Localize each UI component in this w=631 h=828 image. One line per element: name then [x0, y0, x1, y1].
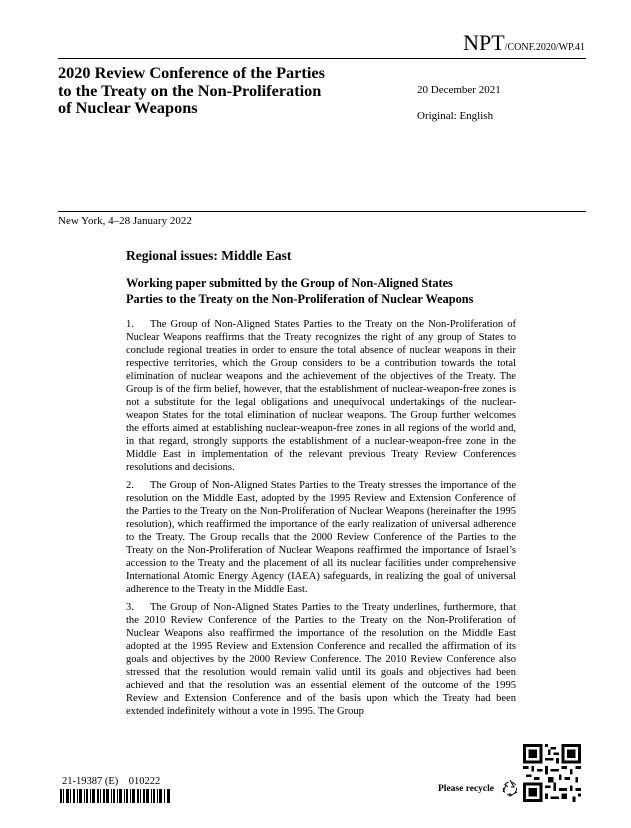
paragraph-text: The Group of Non-Aligned States Parties to the Treaty stresses the importance of the resolution on the Middle East, adopted by the 1995 Review and Extension Conference of the Parties to the Treaty on the Non-Proliferation of Nuclear Weapons (hereinafter the 1995 resolution), which reaffirmed the importance of the early realization of universal adherence to the Treaty. The Group recalls that the 2000 Review Conference of the Parties to the Treaty on the Non-Proliferation of Nuclear Weapons reaffirmed the importance of Israel’s accession to the Treaty and the placement of all its nuclear facilities under comprehensive International Atomic Energy Agency (IAEA) safeguards, in realizing the goal of universal adherence to the Treaty in the Middle East. — [126, 480, 516, 595]
document-date: 20 December 2021 — [417, 84, 501, 96]
paragraph-number: 2. — [126, 480, 134, 491]
paragraph-number: 3. — [126, 602, 134, 613]
body-paragraphs — [126, 318, 516, 723]
document-symbol — [380, 30, 585, 56]
paragraph-text: The Group of Non-Aligned States Parties to the Treaty underlines, furthermore, that the 2010 Review Conference of the Parties to the Treaty on the Non-Proliferation of Nuclear Weapons also reaffirmed the importance of the resolution on the Middle East adopted at the 1995 Review and Extension Conference and recalled the affirmation of its goals and objectives by the 2000 Review Conference. The 2010 Review Conference also stressed that the resolution would remain valid until its goals and objectives had been achieved and that the resolution was an essential element of the outcome of the 1995 Review and Extension Conference and of the basis upon which the Treaty had been extended indefinitely without a vote in 1995. The Group — [126, 602, 516, 717]
agenda-item-heading: Regional issues: Middle East — [126, 248, 292, 263]
subtitle-line: Working paper submitted by the Group of Non-Aligned States — [126, 276, 453, 290]
header-divider — [58, 58, 586, 59]
document-job-number: 21-19387 (E) 010222 — [62, 776, 161, 787]
subtitle-line: Parties to the Treaty on the Non-Proliferation of Nuclear Weapons — [126, 291, 474, 306]
venue-dates: New York, 4–28 January 2022 — [58, 215, 192, 227]
paragraph — [126, 601, 516, 718]
working-paper-subtitle — [126, 276, 546, 307]
paragraph-number: 1. — [126, 319, 134, 330]
original-language: Original: English — [417, 110, 494, 122]
paragraph — [126, 479, 516, 596]
barcode-icon — [60, 789, 170, 803]
symbol-suffix: /CONF.2020/WP.41 — [504, 42, 585, 53]
paragraph — [126, 318, 516, 474]
conference-title-line: of Nuclear Weapons — [58, 98, 198, 117]
conference-title-line: 2020 Review Conference of the Parties — [58, 63, 325, 82]
conference-title — [58, 64, 388, 117]
paragraph-text: The Group of Non-Aligned States Parties to the Treaty on the Non-Proliferation of Nuclear Weapons reaffirms that the Treaty recognizes the right of any group of States to conclude regional treaties in order to ensure the total absence of nuclear weapons in their respective territories, which the Group considers to be a contribution towards the total elimination of nuclear weapons and the achievement of the objectives of the Treaty. The Group is of the firm belief, however, that the establishment of nuclear-weapon-free zones is not a substitute for the legal obligations and unequivocal undertakings of the nuclear-weapon States for the total elimination of nuclear weapons. The Group further welcomes the efforts aimed at establishing nuclear-weapon-free zones in all regions of the world and, in that regard, strongly supports the establishment of a nuclear-weapon-free zone in the Middle East in implementation of the relevant previous Treaty Review Conferences resolutions and decisions. — [126, 319, 516, 473]
please-recycle-label: Please recycle — [438, 784, 494, 794]
conference-title-line: to the Treaty on the Non-Proliferation — [58, 80, 322, 100]
recycle-icon — [500, 778, 520, 798]
qr-code-icon — [523, 744, 581, 802]
symbol-prefix: NPT — [463, 30, 505, 55]
venue-divider — [58, 211, 586, 212]
